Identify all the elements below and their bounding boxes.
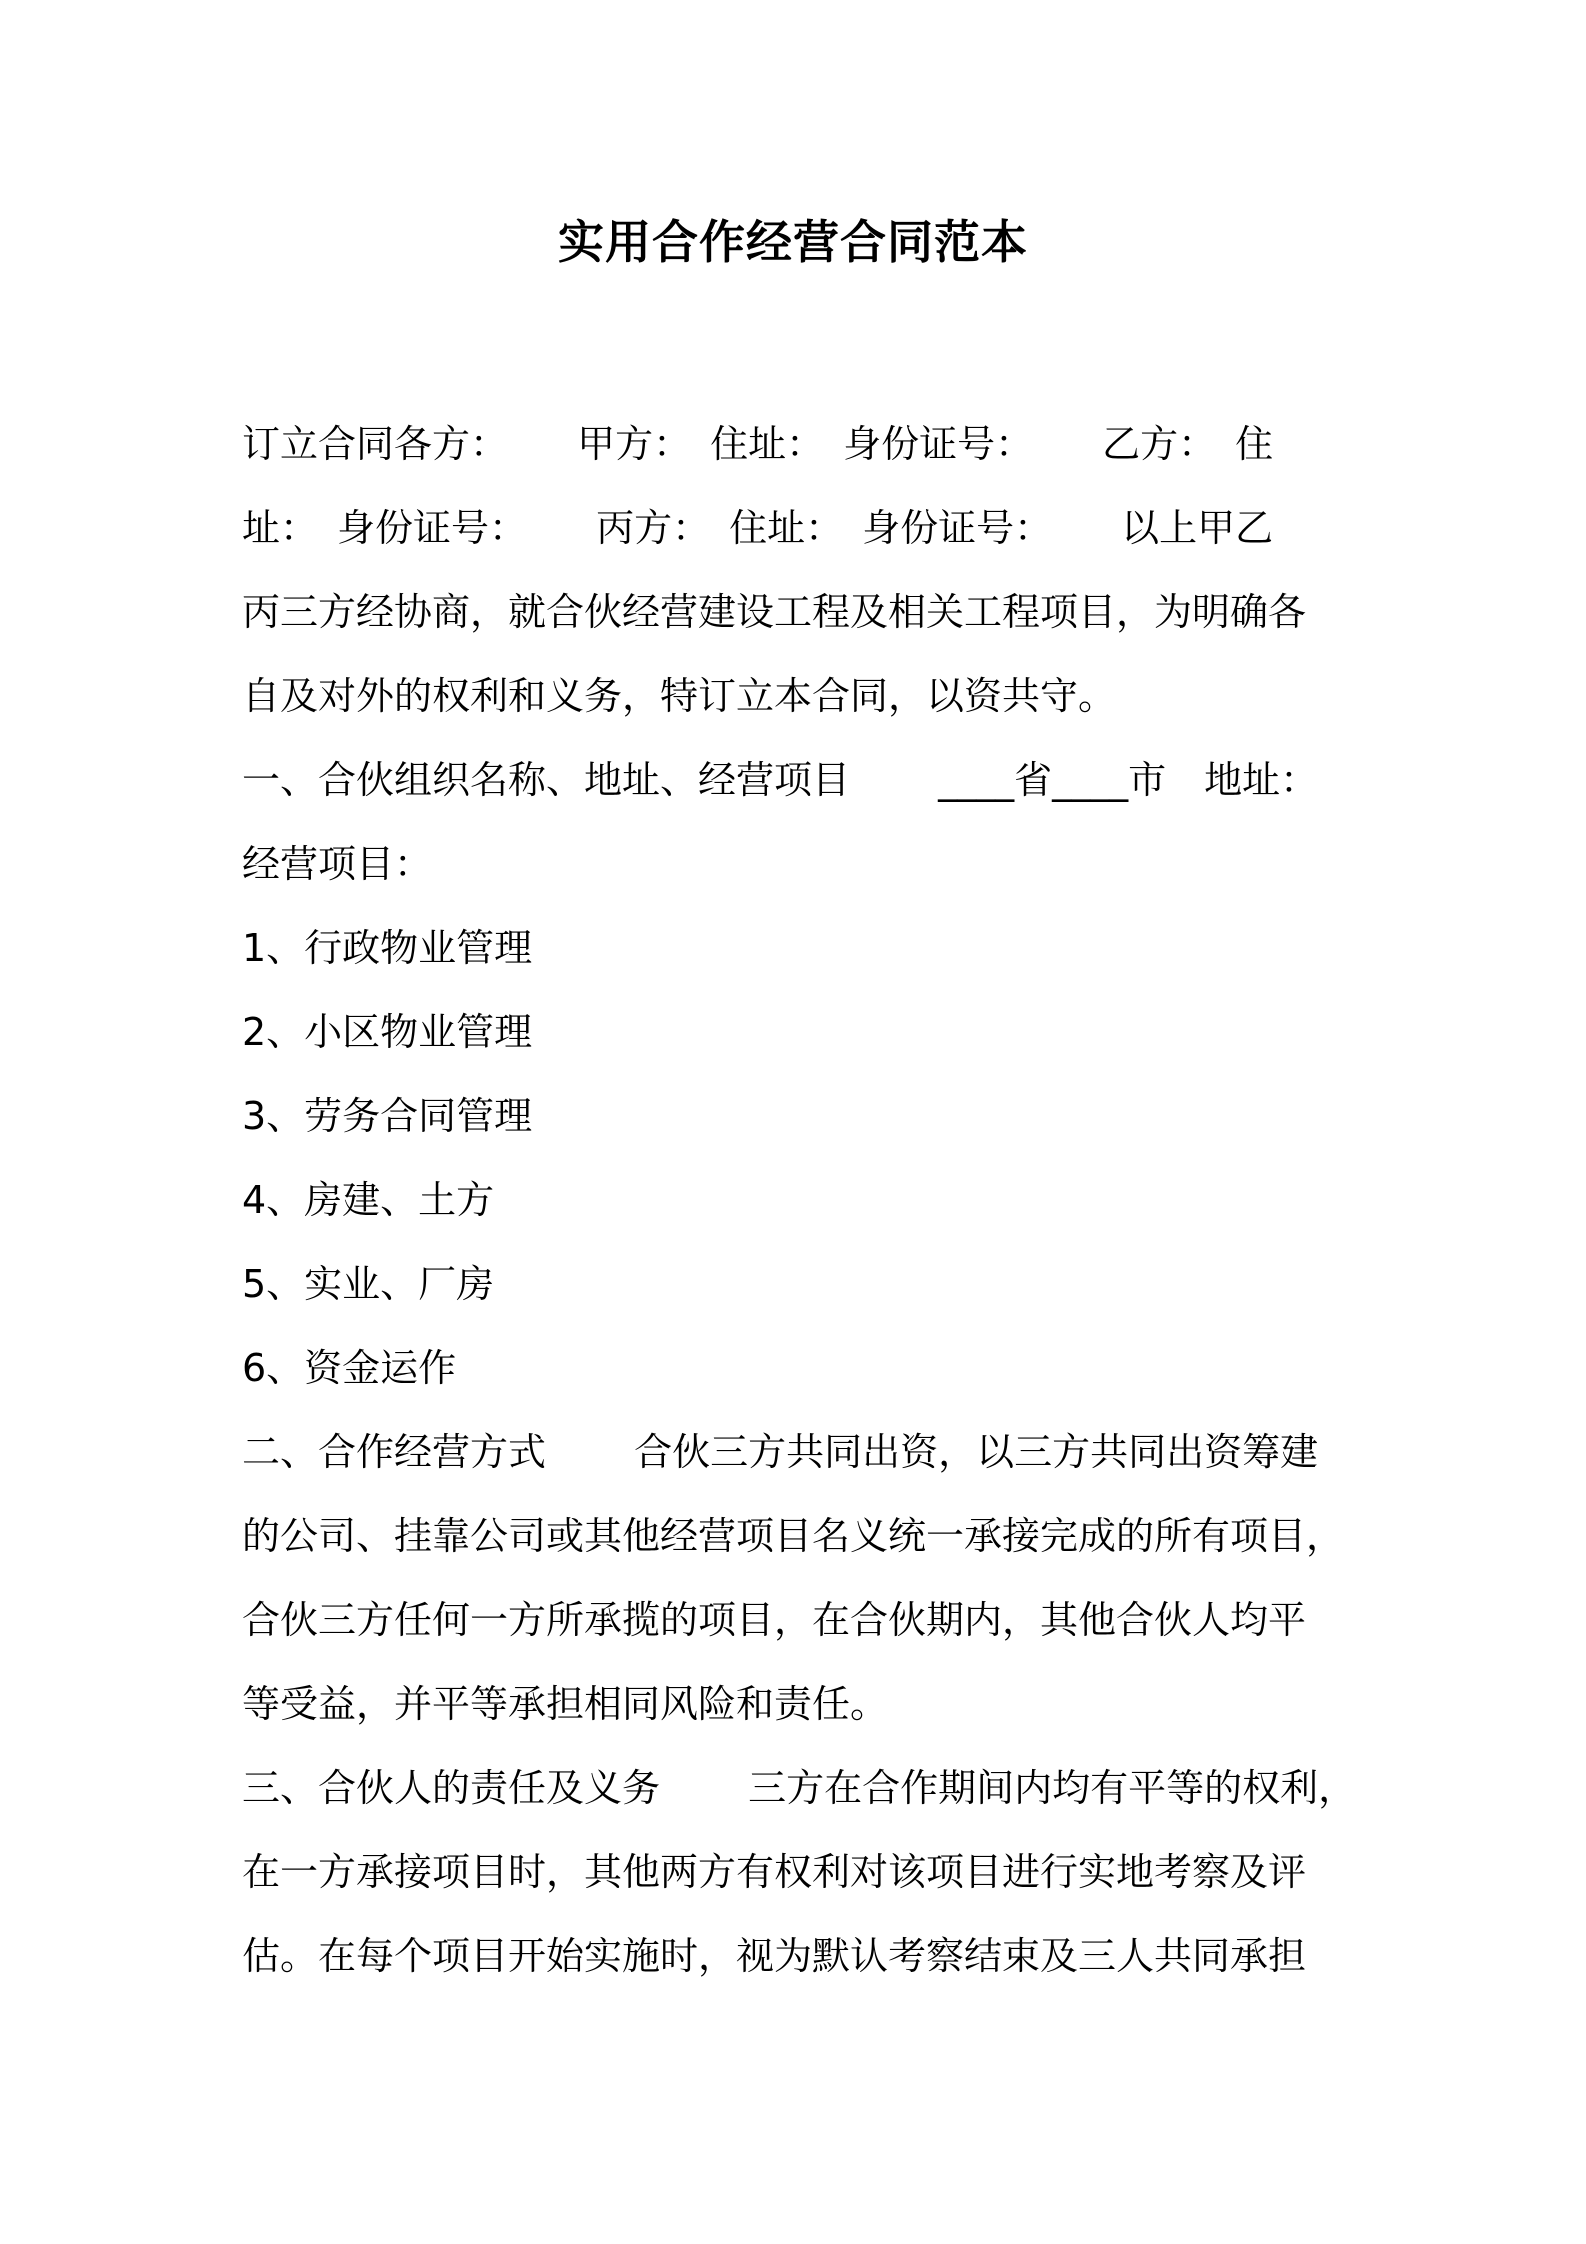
body-line-2: 址： 身份证号： 丙方： 住址： 身份证号： 以上甲乙	[242, 506, 1274, 550]
body-line-1: 订立合同各方： 甲方： 住址： 身份证号： 乙方： 住	[242, 422, 1274, 466]
business-item-5: 5、实业、厂房	[242, 1262, 495, 1306]
section-3-line-2: 在一方承接项目时，其他两方有权利对该项目进行实地考察及评	[242, 1850, 1307, 1894]
section-2-heading: 二、合作经营方式 合伙三方共同出资，以三方共同出资筹建	[242, 1430, 1319, 1474]
section-2-line-3: 合伙三方任何一方所承揽的项目，在合伙期内，其他合伙人均平	[242, 1598, 1307, 1642]
section-3-heading: 三、合伙人的责任及义务 三方在合作期间内均有平等的权利，	[242, 1766, 1357, 1810]
contract-body	[242, 402, 1357, 1998]
business-items-label: 经营项目：	[242, 842, 433, 886]
document-title: 实用合作经营合同范本	[558, 215, 1028, 269]
section-1-heading: 一、合伙组织名称、地址、经营项目 ____省____市 地址：	[242, 758, 1319, 802]
section-2-line-4: 等受益，并平等承担相同风险和责任。	[242, 1682, 889, 1726]
business-item-1: 1、行政物业管理	[242, 926, 533, 970]
business-item-6: 6、资金运作	[242, 1346, 457, 1390]
body-line-4: 自及对外的权利和义务，特订立本合同，以资共守。	[242, 674, 1117, 718]
body-line-3: 丙三方经协商，就合伙经营建设工程及相关工程项目，为明确各	[242, 590, 1307, 634]
section-3-line-3: 估。在每个项目开始实施时，视为默认考察结束及三人共同承担	[242, 1934, 1307, 1978]
section-2-line-2: 的公司、挂靠公司或其他经营项目名义统一承接完成的所有项目，	[242, 1514, 1345, 1558]
business-item-3: 3、劳务合同管理	[242, 1094, 533, 1138]
business-item-2: 2、小区物业管理	[242, 1010, 533, 1054]
business-item-4: 4、房建、土方	[242, 1178, 495, 1222]
